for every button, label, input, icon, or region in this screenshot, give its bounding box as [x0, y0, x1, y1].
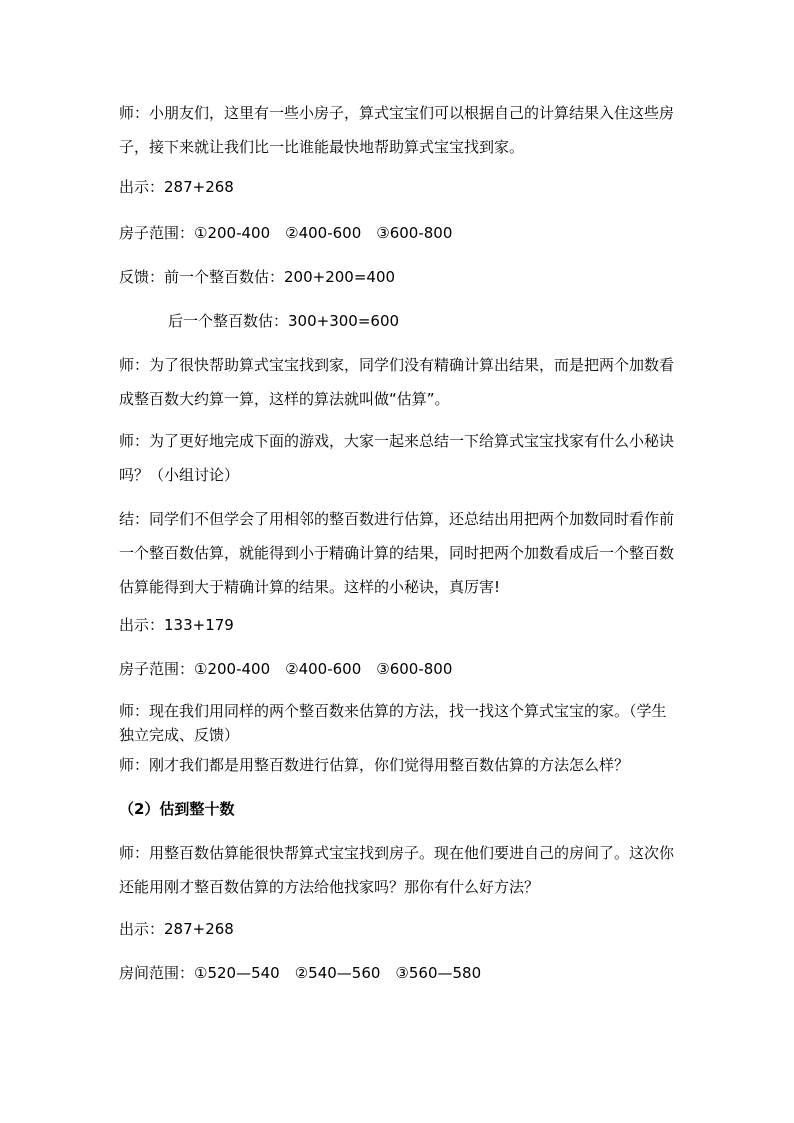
paragraph-find-home: 师：现在我们用同样的两个整百数来估算的方法，找一找这个算式宝宝的家。（学生独立完成、反馈） — [119, 702, 667, 744]
paragraph-group-discussion: 师：为了更好地完成下面的游戏，大家一起来总结一下给算式宝宝找家有什么小秘诀吗？（小组讨论） — [119, 432, 675, 484]
paragraph-feedback-back: 后一个整百数估：300+300=600 — [168, 312, 400, 330]
paragraph-room-range: 房间范围：①520—540 ②540—560 ③560—580 — [119, 964, 482, 982]
paragraph-show-287-268: 出示：287+268 — [119, 178, 234, 196]
paragraph-feedback-front: 反馈：前一个整百数估：200+200=400 — [119, 268, 396, 286]
paragraph-house-range-2: 房子范围：①200-400 ②400-600 ③600-800 — [119, 660, 453, 678]
paragraph-teacher-intro: 师：小朋友们，这里有一些小房子，算式宝宝们可以根据自己的计算结果入住这些房子，接下来就让我们比一比谁能最快地帮助算式宝宝找到家。 — [119, 104, 675, 156]
paragraph-show-133-179: 出示：133+179 — [119, 616, 234, 634]
paragraph-summary: 结：同学们不但学会了用相邻的整百数进行估算，还总结出用把两个加数同时看作前一个整百数估算，就能得到小于精确计算的结果，同时把两个加数看成后一个整百数估算能得到大于精确计算的结果。这样的小秘诀，真厉害! — [119, 510, 675, 596]
paragraph-estimation-definition: 师：为了很快帮助算式宝宝找到家，同学们没有精确计算出结果，而是把两个加数看成整百数大约算一算，这样的算法就叫做“估算”。 — [119, 356, 675, 408]
section-heading-tens: （2）估到整十数 — [119, 800, 235, 818]
paragraph-house-range-1: 房子范围：①200-400 ②400-600 ③600-800 — [119, 224, 453, 242]
paragraph-room-intro: 师：用整百数估算能很快帮算式宝宝找到房子。现在他们要进自己的房间了。这次你还能用刚才整百数估算的方法给他找家吗？那你有什么好方法？ — [119, 844, 675, 896]
paragraph-how-about-method: 师：刚才我们都是用整百数进行估算，你们觉得用整百数估算的方法怎么样？ — [119, 756, 630, 774]
paragraph-show-287-268-again: 出示：287+268 — [119, 920, 234, 938]
